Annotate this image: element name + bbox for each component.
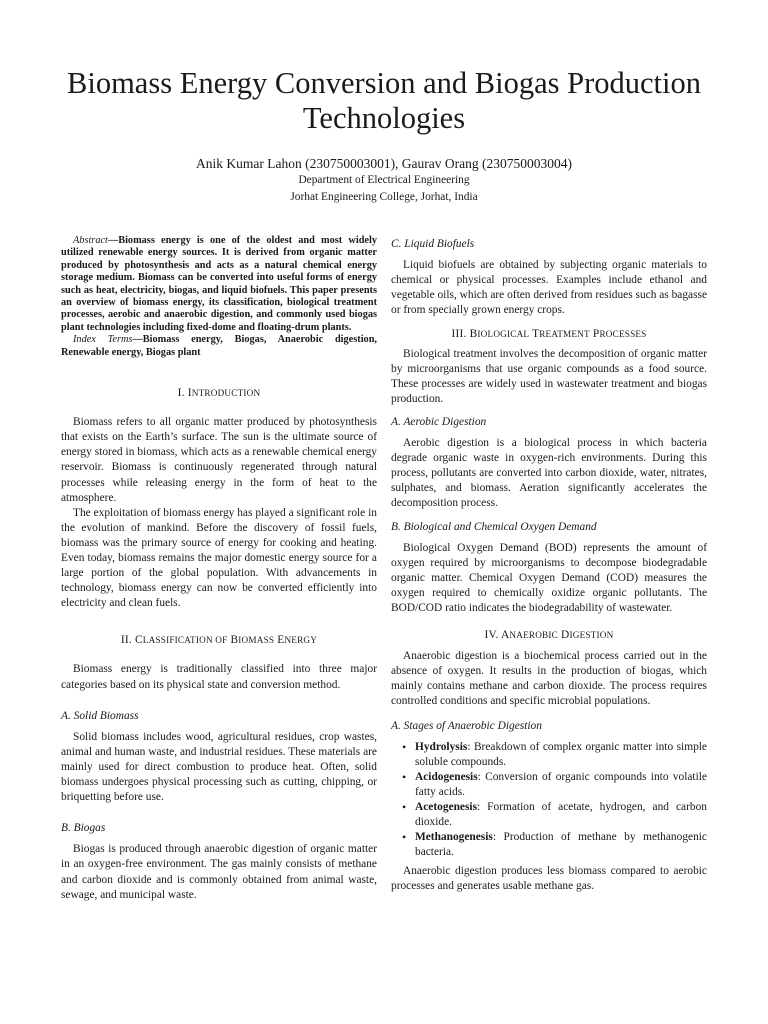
- biogas-paragraph: Biogas is produced through anaerobic digestion of organic matter in an oxygen-free environment. The gas mainly consists of methane and carbon dioxide and is commonly obtained from animal waste, sewage, and municipal waste.: [61, 843, 377, 901]
- subsection-heading-liquid-biofuels: C. Liquid Biofuels: [391, 238, 475, 250]
- aerobic-digestion-paragraph: Aerobic digestion is a biological process in which bacteria degrade organic waste in oxygen-rich environments. During this process, pollutants are converted into carbon dioxide, water, nitrates, sulphates, and biomass. Aeration significantly accelerates the decomposition process.: [391, 437, 707, 510]
- section-heading-biological-treatment: III. BIOLOGICAL TREATMENT PROCESSES: [451, 328, 647, 341]
- section-heading-introduction: I. INTRODUCTION: [177, 387, 261, 400]
- subsection-heading-biogas: B. Biogas: [61, 822, 106, 835]
- list-item: • Acetogenesis: Formation of acetate, hydrogen, and carbon dioxide.: [402, 800, 707, 829]
- subsection-heading-stages: A. Stages of Anaerobic Digestion: [391, 719, 542, 732]
- bod-cod-paragraph: Biological Oxygen Demand (BOD) represents the amount of oxygen required by microorganisms to decompose biodegradable organic matter. Chemical Oxygen Demand (COD) measures the oxygen required to chemically oxidize organic pollutants. The BOD/COD ratio indicates the biodegradability of wastewater.: [391, 541, 707, 614]
- index-terms-text: —Biomass energy, Biogas, Anaerobic digestion, Renewable energy, Biogas plant: [61, 334, 378, 358]
- subsection-heading-solid-biomass: A. Solid Biomass: [61, 709, 139, 722]
- classification-paragraph: Biomass energy is traditionally classified into three major categories based on its physical state and conversion method.: [61, 663, 377, 691]
- subsection-heading-bod-cod: B. Biological and Chemical Oxygen Demand: [391, 520, 597, 533]
- intro-paragraph-2: The exploitation of biomass energy has played a significant role in the evolution of mankind. Before the discovery of fossil fuels, biomass was the primary source of energy for cooking and heating. Even today, biomass remains the major domestic energy source for a large portion of the global population. With advancements in technology, biomass energy can now be converted efficiently into electricity and clean fuels.: [61, 506, 377, 610]
- anaerobic-summary-paragraph: Anaerobic digestion produces less biomass compared to aerobic processes and generates usable methane gas.: [391, 865, 707, 893]
- section-heading-anaerobic-digestion: IV. ANAEROBIC DIGESTION: [484, 629, 614, 642]
- anaerobic-digestion-paragraph: Anaerobic digestion is a biochemical process carried out in the absence of oxygen. It results in the production of biogas, which mainly contains methane and carbon dioxide. The process requires controlled conditions and specific microbial populations.: [391, 650, 707, 708]
- bullet-icon: •: [402, 739, 407, 754]
- bullet-icon: •: [402, 769, 407, 784]
- solid-biomass-paragraph: Solid biomass includes wood, agricultural residues, crop wastes, animal and human waste, and industrial residues. These materials are mainly used for direct combustion to produce heat. Often, solid biomass undergoes physical processing such as cutting, chipping, or briquetting before use.: [61, 730, 377, 804]
- abstract-text: —Biomass energy is one of the oldest and most widely utilized renewable energy sources. It is derived from organic matter produced by photosynthesis and acts as a natural chemical energy storage medium. Biomass can be converted into useful forms of energy such as heat, electricity, biogas, and liquid biofuels. This paper presents an overview of biomass energy, its classification, biological treatment processes, aerobic and anaerobic digestion, and commonly used biogas plant technologies including fixed-dome and floating-drum plants.: [61, 235, 377, 333]
- stages-list: [391, 740, 707, 861]
- list-item: • Methanogenesis: Production of methane by methanogenic bacteria.: [402, 830, 707, 859]
- bullet-icon: •: [402, 800, 407, 814]
- abstract-label: Abstract: [73, 235, 108, 246]
- liquid-biofuels-paragraph: Liquid biofuels are obtained by subjecting organic materials to chemical or physical processes. Examples include ethanol and vegetable oils, which are often derived from residues such as bagasse or from specially grown energy crops.: [391, 259, 707, 317]
- bullet-icon: •: [402, 830, 407, 845]
- biological-treatment-paragraph: Biological treatment involves the decomposition of organic matter by microorganisms that use organic compounds as a food source. These processes are widely used in wastewater treatment and biogas production.: [391, 347, 707, 405]
- abstract: [61, 235, 377, 334]
- list-item: • Hydrolysis: Breakdown of complex organic matter into simple soluble compounds.: [402, 739, 707, 768]
- section-heading-classification: II. CLASSIFICATION OF BIOMASS ENERGY: [120, 634, 318, 647]
- paper-title: Biomass Energy Conversion and Biogas Production Technologies: [67, 66, 701, 135]
- author-list: Anik Kumar Lahon (230750003001), Gaurav Orang (230750003004): [195, 156, 573, 171]
- college: Jorhat Engineering College, Jorhat, India: [290, 191, 478, 203]
- left-column: [61, 235, 377, 903]
- subsection-heading-aerobic-digestion: A. Aerobic Digestion: [391, 415, 487, 428]
- index-terms: [61, 334, 377, 359]
- department: Department of Electrical Engineering: [298, 174, 470, 186]
- right-column: [391, 235, 707, 895]
- index-terms-label: Index Terms: [73, 334, 133, 346]
- intro-paragraph-1: Biomass refers to all organic matter produced by photosynthesis that exists on the Earth’s surface. The sun is the ultimate source of energy stored in biomass, which acts as a renewable chemical energy reservoir. Biomass is continuously regenerated through natural processes while releasing energy in the form of heat to the atmosphere.: [61, 416, 377, 504]
- list-item: • Acidogenesis: Conversion of organic compounds into volatile fatty acids.: [402, 769, 707, 798]
